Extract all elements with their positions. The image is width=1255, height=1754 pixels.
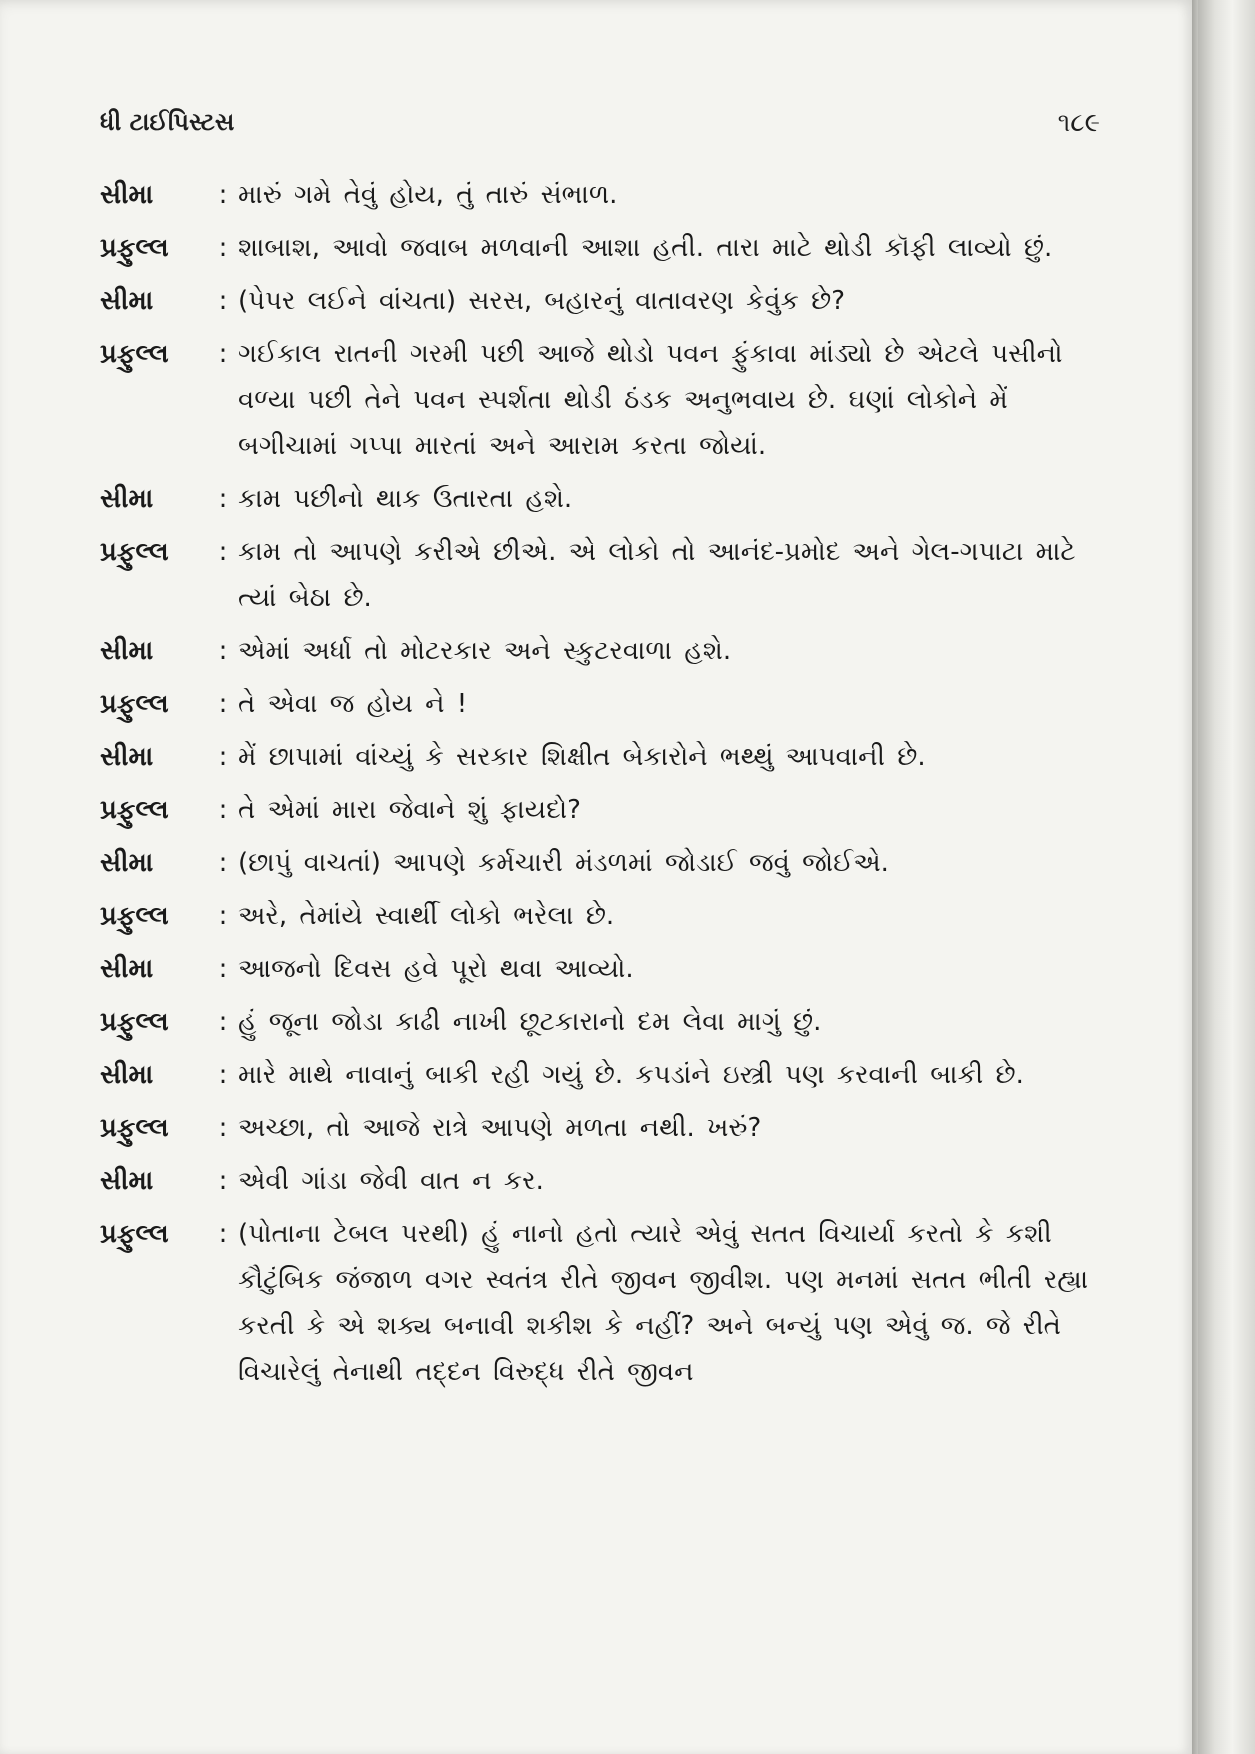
book-spine [1198, 0, 1255, 1754]
speech-text: તે એમાં મારા જેવાને શું ફાયદો? [238, 795, 581, 825]
speaker-name: સીમા [100, 1060, 154, 1090]
speaker-name: પ્રફુલ્લ [100, 1219, 169, 1249]
dialogue-line [100, 1052, 1100, 1098]
speaker-name: પ્રફુલ્લ [100, 689, 169, 719]
speaker-name: પ્રફુલ્લ [100, 795, 169, 825]
speech-text: (છાપું વાચતાં) આપણે કર્મચારી મંડળમાં જોડાઈ જવું જોઈએ. [238, 848, 889, 878]
dialogue-line [100, 681, 1100, 727]
speech-text: મારે માથે નાવાનું બાકી રહી ગયું છે. કપડાંને ઇસ્ત્રી પણ કરવાની બાકી છે. [238, 1060, 1024, 1090]
speech-text: તે એવા જ હોય ને ! [238, 689, 468, 719]
speaker-name: સીમા [100, 180, 154, 210]
speaker-colon: : [218, 689, 228, 719]
speaker-name: પ્રફુલ્લ [100, 1007, 169, 1037]
dialogue-line [100, 893, 1100, 939]
speaker-colon: : [218, 484, 228, 514]
speech-text: આજનો દિવસ હવે પૂરો થવા આવ્યો. [238, 954, 634, 984]
dialogue-line [100, 1158, 1100, 1204]
speech-text: અચ્છા, તો આજે રાત્રે આપણે મળતા નથી. ખરું? [238, 1113, 762, 1143]
speaker-colon: : [218, 1060, 228, 1090]
speaker-colon: : [218, 1113, 228, 1143]
speech-text: (પોતાના ટેબલ પરથી) હું નાનો હતો ત્યારે એવું સતત વિચાર્યા કરતો કે કશી કૌટુંબિક જંજાળ વગર સ્વતંત્ર રીતે જીવન જીવીશ. પણ મનમાં સતત ભીતી રહ્યા કરતી કે એ શક્ય બનાવી શકીશ કે નહીં? અને બન્યું પણ એવું જ. જે રીતે વિચારેલું તેનાથી તદ્દન વિરુદ્ધ રીતે જીવન [238, 1219, 1089, 1387]
speaker-colon: : [218, 339, 228, 369]
dialogue-line [100, 529, 1100, 621]
speech-text: (પેપર લઈને વાંચતા) સરસ, બહારનું વાતાવરણ કેવુંક છે? [238, 286, 846, 316]
speech-text: કામ પછીનો થાક ઉતારતા હશે. [238, 484, 573, 514]
speaker-name: સીમા [100, 636, 154, 666]
speech-text: કામ તો આપણે કરીએ છીએ. એ લોકો તો આનંદ-પ્રમોદ અને ગેલ-ગપાટા માટે ત્યાં બેઠા છે. [238, 537, 1076, 613]
speaker-name: સીમા [100, 484, 154, 514]
speaker-colon: : [218, 742, 228, 772]
speaker-name: પ્રફુલ્લ [100, 901, 169, 931]
page-number: ૧૮૯ [1057, 108, 1100, 138]
speaker-colon: : [218, 636, 228, 666]
speech-text: મેં છાપામાં વાંચ્યું કે સરકાર શિક્ષીત બેકારોને ભથ્થું આપવાની છે. [238, 742, 926, 772]
dialogue-line [100, 278, 1100, 324]
dialogue-line [100, 840, 1100, 886]
speech-text: ગઈકાલ રાતની ગરમી પછી આજે થોડો પવન ફુંકાવા માંડ્યો છે એટલે પસીનો વળ્યા પછી તેને પવન સ્પર્શતા થોડી ઠંડક અનુભવાય છે. ઘણાં લોકોને મેં બગીચામાં ગપ્પા મારતાં અને આરામ કરતા જોયાં. [238, 339, 1063, 461]
speaker-name: પ્રફુલ્લ [100, 339, 169, 369]
speaker-colon: : [218, 954, 228, 984]
speech-text: અરે, તેમાંયે સ્વાર્થી લોકો ભરેલા છે. [238, 901, 615, 931]
speaker-colon: : [218, 1007, 228, 1037]
dialogue-line [100, 476, 1100, 522]
speaker-colon: : [218, 795, 228, 825]
speaker-name: સીમા [100, 848, 154, 878]
dialogue-body [100, 172, 1100, 1402]
dialogue-line [100, 331, 1100, 469]
speaker-colon: : [218, 233, 228, 263]
dialogue-line [100, 225, 1100, 271]
dialogue-line [100, 172, 1100, 218]
dialogue-line [100, 787, 1100, 833]
dialogue-line [100, 734, 1100, 780]
speech-text: એમાં અર્ધા તો મોટરકાર અને સ્કુટરવાળા હશે. [238, 636, 732, 666]
dialogue-line [100, 1105, 1100, 1151]
dialogue-line [100, 1211, 1100, 1395]
speaker-colon: : [218, 180, 228, 210]
speaker-name: પ્રફુલ્લ [100, 537, 169, 567]
speaker-colon: : [218, 1166, 228, 1196]
speaker-name: પ્રફુલ્લ [100, 233, 169, 263]
speaker-colon: : [218, 286, 228, 316]
speaker-colon: : [218, 901, 228, 931]
speech-text: હું જૂના જોડા કાઢી નાખી છૂટકારાનો દમ લેવા માગું છું. [238, 1007, 822, 1037]
running-title: ધી ટાઈપિસ્ટસ [100, 108, 235, 136]
speaker-colon: : [218, 1219, 228, 1249]
speaker-name: સીમા [100, 742, 154, 772]
speaker-colon: : [218, 537, 228, 567]
speaker-name: સીમા [100, 286, 154, 316]
dialogue-line [100, 999, 1100, 1045]
dialogue-line [100, 628, 1100, 674]
speaker-colon: : [218, 848, 228, 878]
speech-text: એવી ગાંડા જેવી વાત ન કર. [238, 1166, 544, 1196]
speaker-name: સીમા [100, 954, 154, 984]
speech-text: મારું ગમે તેવું હોય, તું તારું સંભાળ. [238, 180, 618, 210]
dialogue-line [100, 946, 1100, 992]
speech-text: શાબાશ, આવો જવાબ મળવાની આશા હતી. તારા માટે થોડી કૉફી લાવ્યો છું. [238, 233, 1053, 263]
page-header [100, 108, 1100, 148]
speaker-name: પ્રફુલ્લ [100, 1113, 169, 1143]
speaker-name: સીમા [100, 1166, 154, 1196]
